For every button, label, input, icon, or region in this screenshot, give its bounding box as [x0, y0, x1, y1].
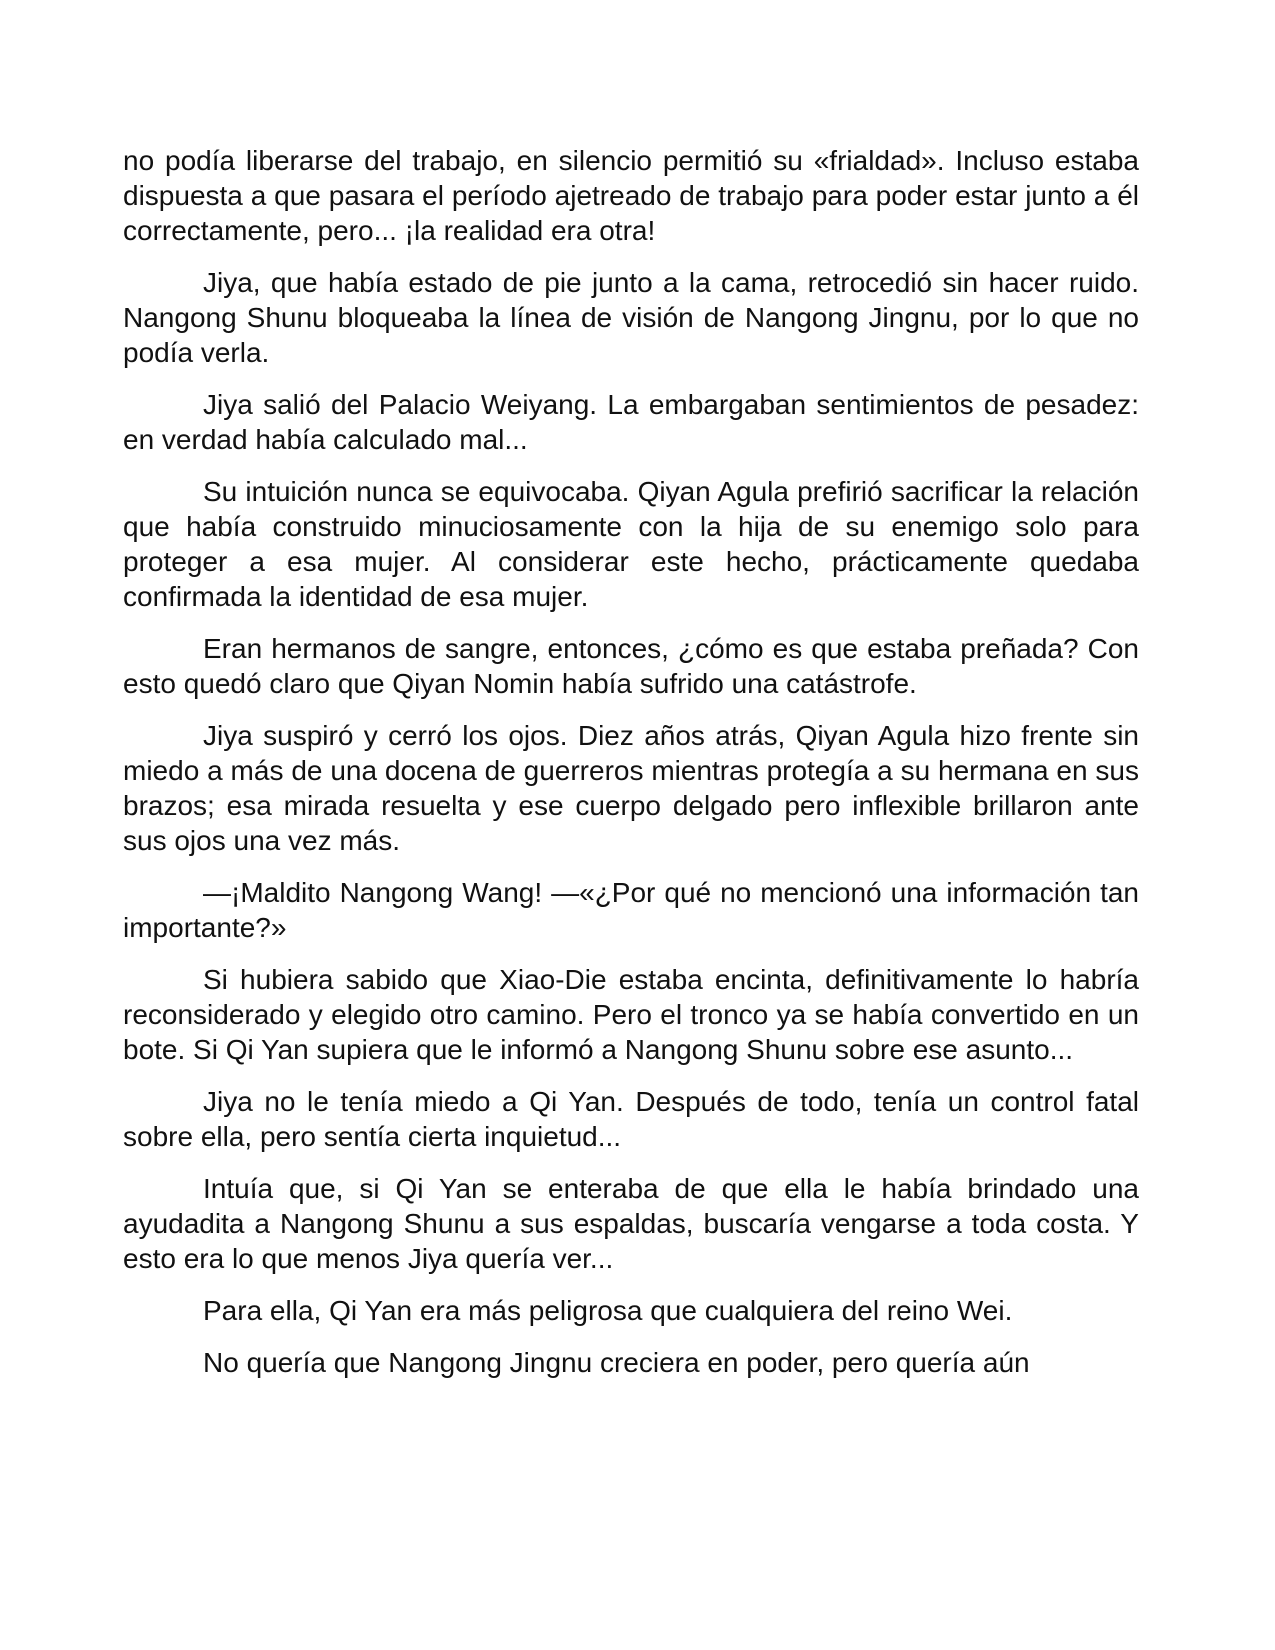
- paragraph: Eran hermanos de sangre, entonces, ¿cómo es que estaba preñada? Con esto quedó claro que Qiyan Nomin había sufrido una catástrofe.: [123, 633, 1139, 699]
- paragraph: Su intuición nunca se equivocaba. Qiyan Agula prefirió sacrificar la relación que había construido minuciosamente con la hija de su enemigo solo para proteger a esa mujer. Al considerar este hecho, prácticamente quedaba confirmada la identidad de esa mujer.: [123, 476, 1139, 612]
- paragraph: Jiya, que había estado de pie junto a la cama, retrocedió sin hacer ruido. Nangong Shunu bloqueaba la línea de visión de Nangong Jingnu, por lo que no podía verla.: [123, 267, 1139, 368]
- paragraph-dialogue: —¡Maldito Nangong Wang! —«¿Por qué no mencionó una información tan importante?»: [123, 877, 1139, 943]
- paragraph-continuation: no podía liberarse del trabajo, en silencio permitió su «frialdad». Incluso estaba dispuesta a que pasara el período ajetreado de trabajo para poder estar junto a él correctamente, pero... ¡la realidad era otra!: [123, 145, 1139, 246]
- paragraph: Si hubiera sabido que Xiao-Die estaba encinta, definitivamente lo habría reconsiderado y elegido otro camino. Pero el tronco ya se había convertido en un bote. Si Qi Yan supiera que le informó a Nangong Shunu sobre ese asunto...: [123, 964, 1139, 1065]
- paragraph: Jiya no le tenía miedo a Qi Yan. Después de todo, tenía un control fatal sobre ella, pero sentía cierta inquietud...: [123, 1086, 1139, 1152]
- paragraph: Para ella, Qi Yan era más peligrosa que cualquiera del reino Wei.: [203, 1295, 1013, 1326]
- paragraph: Jiya suspiró y cerró los ojos. Diez años atrás, Qiyan Agula hizo frente sin miedo a más de una docena de guerreros mientras protegía a su hermana en sus brazos; esa mirada resuelta y ese cuerpo delgado pero inflexible brillaron ante sus ojos una vez más.: [123, 720, 1139, 856]
- paragraph-truncated: No quería que Nangong Jingnu creciera en poder, pero quería aún: [203, 1347, 1030, 1378]
- paragraph: Intuía que, si Qi Yan se enteraba de que ella le había brindado una ayudadita a Nangong Shunu a sus espaldas, buscaría vengarse a toda costa. Y esto era lo que menos Jiya quería ver...: [123, 1173, 1139, 1274]
- paragraph: Jiya salió del Palacio Weiyang. La embargaban sentimientos de pesadez: en verdad había calculado mal...: [123, 389, 1139, 455]
- page-body-text: [123, 143, 1139, 1397]
